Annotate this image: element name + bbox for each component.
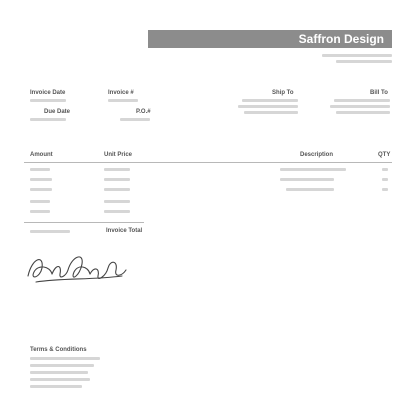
item-unit-price — [104, 178, 130, 181]
item-amount — [30, 210, 50, 213]
item-amount — [30, 168, 50, 171]
ship-to-line — [238, 105, 298, 108]
table-header-rule — [24, 162, 392, 163]
terms-line — [30, 371, 88, 374]
terms-line — [30, 385, 82, 388]
item-qty — [382, 188, 388, 191]
item-unit-price — [104, 168, 130, 171]
ship-to-line — [242, 99, 298, 102]
item-qty — [382, 178, 388, 181]
item-unit-price — [104, 188, 130, 191]
item-unit-price — [104, 210, 130, 213]
terms-line — [30, 357, 100, 360]
invoice-number-value — [108, 99, 138, 102]
address-line-placeholder — [336, 60, 392, 63]
due-date-label: Due Date — [44, 109, 71, 115]
invoice-number-label: Invoice # — [108, 90, 134, 96]
invoice-total-label: Invoice Total — [106, 228, 143, 234]
item-qty — [382, 168, 388, 171]
total-rule — [24, 222, 144, 223]
unit-price-header: Unit Price — [104, 152, 133, 158]
terms-line — [30, 364, 94, 367]
terms-heading: Terms & Conditions — [30, 347, 87, 353]
po-value — [120, 118, 150, 121]
item-description — [286, 188, 334, 191]
invoice-date-value — [30, 99, 66, 102]
item-amount — [30, 178, 52, 181]
address-line-placeholder — [322, 54, 392, 57]
amount-header: Amount — [30, 152, 53, 158]
company-name: Saffron Design — [298, 32, 384, 46]
invoice-date-label: Invoice Date — [30, 90, 66, 96]
bill-to-label: Bill To — [370, 90, 388, 96]
description-header: Description — [300, 152, 334, 158]
item-description — [280, 178, 334, 181]
item-description — [280, 168, 346, 171]
company-address-block — [322, 52, 392, 63]
item-amount — [30, 200, 50, 203]
po-label: P.O.# — [136, 109, 151, 115]
ship-to-label: Ship To — [272, 90, 294, 96]
bill-to-line — [336, 111, 390, 114]
invoice-total-value — [30, 230, 70, 233]
bill-to-line — [334, 99, 390, 102]
signature-image — [22, 246, 132, 290]
due-date-value — [30, 118, 66, 121]
terms-line — [30, 378, 90, 381]
company-name-banner — [148, 30, 392, 48]
ship-to-line — [244, 111, 298, 114]
qty-header: QTY — [378, 152, 391, 158]
item-unit-price — [104, 200, 130, 203]
bill-to-line — [330, 105, 390, 108]
item-amount — [30, 188, 52, 191]
